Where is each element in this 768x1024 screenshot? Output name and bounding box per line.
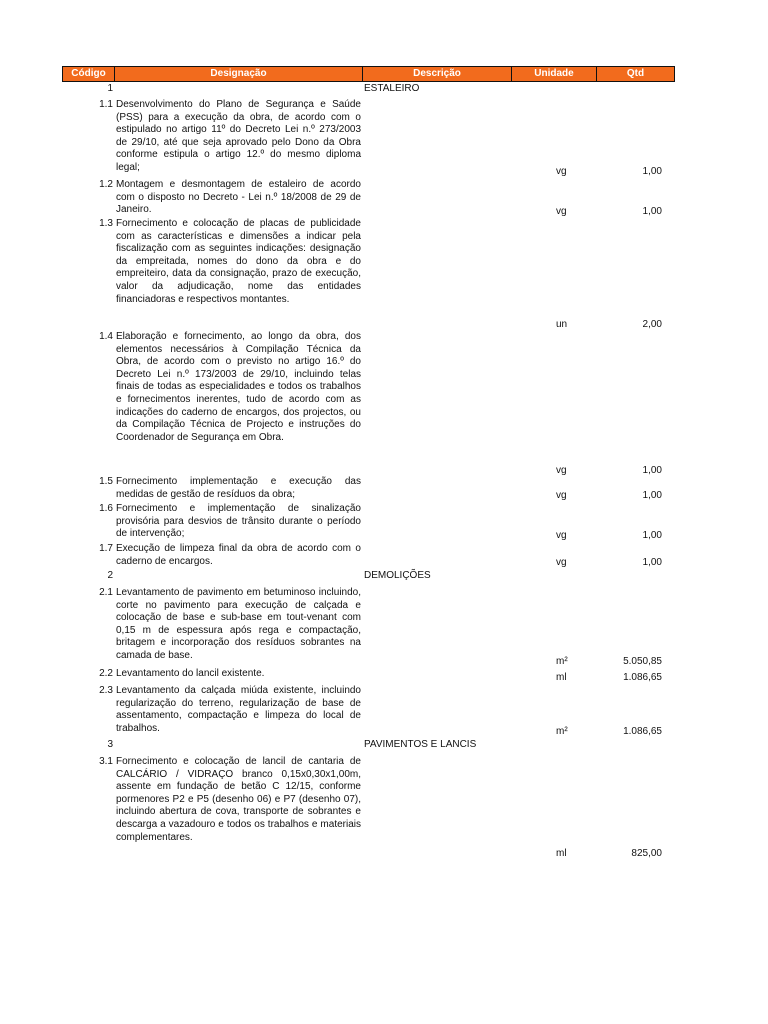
row-designation: Levantamento do lancil existente. <box>116 668 265 679</box>
row-designation: Montagem e desmontagem de estaleiro de acordo com o disposto no Decreto - Lei n.º 18/2008 de 29 de Janeiro. <box>116 179 361 216</box>
row-code: 1.7 <box>99 543 113 554</box>
row-unit: un <box>556 319 568 330</box>
row-unit: vg <box>556 206 567 217</box>
row-unit: vg <box>556 530 567 541</box>
row-qty: 1,00 <box>642 557 662 568</box>
row-designation: Fornecimento e implementação de sinalização provisória para desvios de trânsito durante o período de intervenção; <box>116 503 361 540</box>
row-code: 1 <box>107 83 113 94</box>
row-unit: vg <box>556 465 567 476</box>
row-unit: m² <box>556 726 568 737</box>
row-unit: ml <box>556 848 567 859</box>
row-code: 1.4 <box>99 331 113 342</box>
row-code: 1.2 <box>99 179 113 190</box>
row-designation: Execução de limpeza final da obra de acordo com o caderno de encargos. <box>116 543 361 567</box>
row-designation: Fornecimento e colocação de placas de publicidade com as características e dimensões a indicar pela fiscalização com as seguintes indicações: designação da empreitada, nomes do dono da obra e do empreiteiro, data da consignação, prazo de execução, valor da adjudicação, nome das entidades financiadoras e respectivos montantes. <box>116 218 361 305</box>
row-qty: 1.086,65 <box>623 672 662 683</box>
row-designation: Fornecimento e colocação de lancil de cantaria de CALCÁRIO / VIDRAÇO branco 0,15x0,30x1,00m, assente em fundação de betão C 12/15, conforme pormenores P2 e P5 (desenho 06) e P7 (desenho 07), incluindo abertura de cova, transporte de sobrantes e descarga a vazadouro e todos os trabalhos e materiais complementares. <box>116 756 361 843</box>
header-unit: Unidade <box>511 66 597 82</box>
row-qty: 1.086,65 <box>623 726 662 737</box>
row-qty: 1,00 <box>642 490 662 501</box>
row-designation: Levantamento de pavimento em betuminoso incluindo, corte no pavimento para execução de calçada e colocação de base e sub-base em tout-venant com 0,15 m de espessura após rega e compactação, britagem e incorporação dos resíduos sobrantes na camada de base. <box>116 587 361 661</box>
row-designation: Levantamento da calçada miúda existente, incluindo regularização do terreno, regularização de base de assentamento, compactação e limpeza do local de trabalhos. <box>116 685 361 734</box>
row-code: 2.3 <box>99 685 113 696</box>
section-title: PAVIMENTOS E LANCIS <box>364 739 477 750</box>
row-designation: Elaboração e fornecimento, ao longo da obra, dos elementos necessários à Compilação Técnica da Obra, de acordo com o previsto no artigo 16.º do Decreto Lei n.º 173/2003 de 29/10, incluindo telas finais de todas as especialidades e todos os trabalhos e fornecimentos inerentes, tudo de acordo com as indicações do caderno de encargos, dos projectos, ou da Compilação Técnica de Projecto e instruções do Coordenador de Segurança em Obra. <box>116 331 361 443</box>
row-qty: 1,00 <box>642 206 662 217</box>
row-qty: 5.050,85 <box>623 656 662 667</box>
row-unit: vg <box>556 166 567 177</box>
row-qty: 1,00 <box>642 465 662 476</box>
section-title: DEMOLIÇÕES <box>364 570 431 581</box>
header-description: Descrição <box>362 66 512 82</box>
row-qty: 825,00 <box>631 848 662 859</box>
row-unit: ml <box>556 672 567 683</box>
row-qty: 2,00 <box>642 319 662 330</box>
header-qty: Qtd <box>596 66 675 82</box>
row-code: 3 <box>107 739 113 750</box>
row-unit: vg <box>556 557 567 568</box>
row-code: 3.1 <box>99 756 113 767</box>
row-code: 1.3 <box>99 218 113 229</box>
row-qty: 1,00 <box>642 530 662 541</box>
row-code: 2.2 <box>99 668 113 679</box>
row-code: 2 <box>107 570 113 581</box>
row-qty: 1,00 <box>642 166 662 177</box>
row-code: 2.1 <box>99 587 113 598</box>
row-designation: Desenvolvimento do Plano de Segurança e Saúde (PSS) para a execução da obra, de acordo com o estipulado no artigo 11º do Decreto Lei n.º 273/2003 de 29/10, até que seja aprovado pelo Dono da Obra conforme estipula o artigo 12.º do mesmo diploma legal; <box>116 99 361 173</box>
header-code: Código <box>62 66 115 82</box>
row-code: 1.6 <box>99 503 113 514</box>
row-designation: Fornecimento implementação e execução das medidas de gestão de resíduos da obra; <box>116 476 361 500</box>
header-designation: Designação <box>114 66 363 82</box>
row-unit: vg <box>556 490 567 501</box>
section-title: ESTALEIRO <box>364 83 420 94</box>
row-code: 1.5 <box>99 476 113 487</box>
row-code: 1.1 <box>99 99 113 110</box>
row-unit: m² <box>556 656 568 667</box>
